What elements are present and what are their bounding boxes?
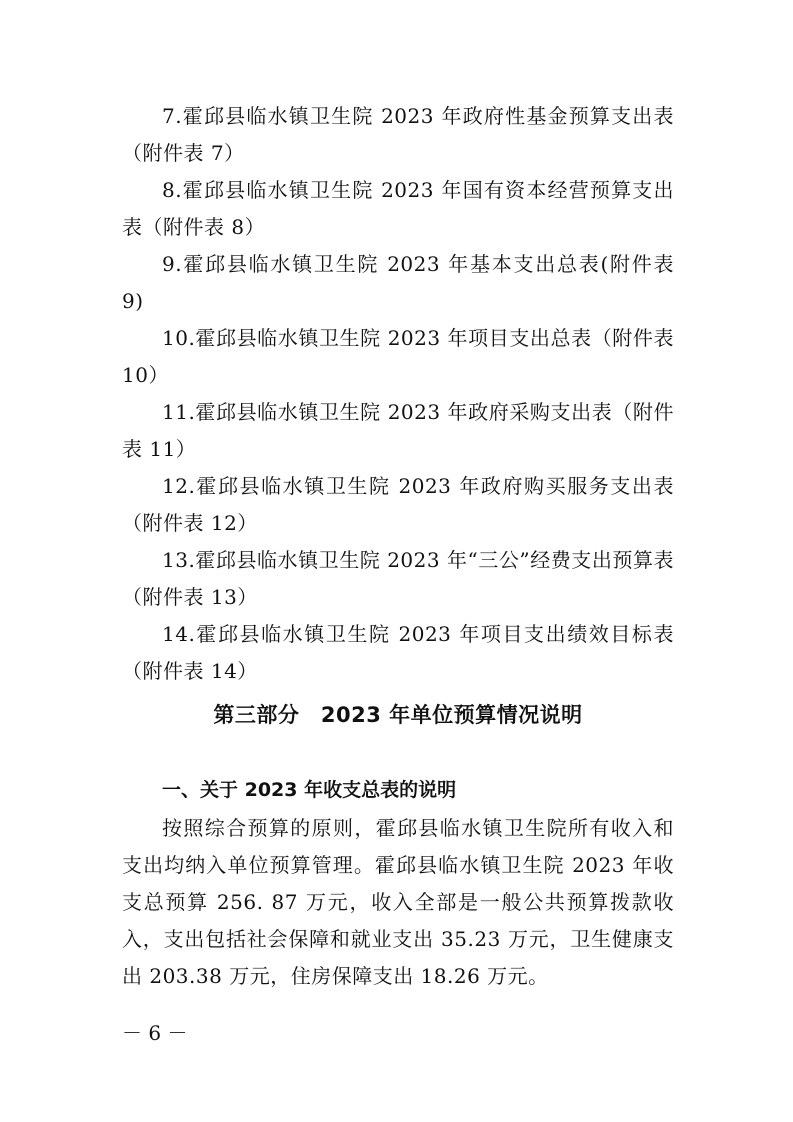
section-title: 第三部分 2023 年单位预算情况说明 — [213, 703, 583, 727]
list-item: 11.霍邱县临水镇卫生院 2023 年政府采购支出表（附件表 11） — [122, 400, 674, 461]
page-number: － 6 － — [122, 1021, 188, 1045]
subheading: 一、关于 2023 年收支总表的说明 — [162, 779, 457, 801]
list-item: 12.霍邱县临水镇卫生院 2023 年政府购买服务支出表（附件表 12） — [122, 474, 674, 535]
list-item: 9.霍邱县临水镇卫生院 2023 年基本支出总表(附件表 9) — [122, 252, 674, 313]
body-paragraph: 按照综合预算的原则，霍邱县临水镇卫生院所有收入和支出均纳入单位预算管理。霍邱县临水镇卫生院 2023 年收支总预算 256. 87 万元，收入全部是一般公共预算拨款收入，支出包括社会保障和就业支出 35.23 万元，卫生健康支出 203.38 万元，住房保障支出 18.26 万元。 — [122, 816, 674, 988]
attachment-list — [122, 98, 674, 690]
list-item: 10.霍邱县临水镇卫生院 2023 年项目支出总表（附件表 10） — [122, 326, 674, 387]
list-item: 8.霍邱县临水镇卫生院 2023 年国有资本经营预算支出表（附件表 8） — [122, 178, 674, 239]
list-item: 13.霍邱县临水镇卫生院 2023 年“三公”经费支出预算表（附件表 13） — [122, 548, 674, 609]
list-item: 7.霍邱县临水镇卫生院 2023 年政府性基金预算支出表（附件表 7） — [122, 104, 674, 165]
list-item: 14.霍邱县临水镇卫生院 2023 年项目支出绩效目标表（附件表 14） — [122, 622, 674, 683]
